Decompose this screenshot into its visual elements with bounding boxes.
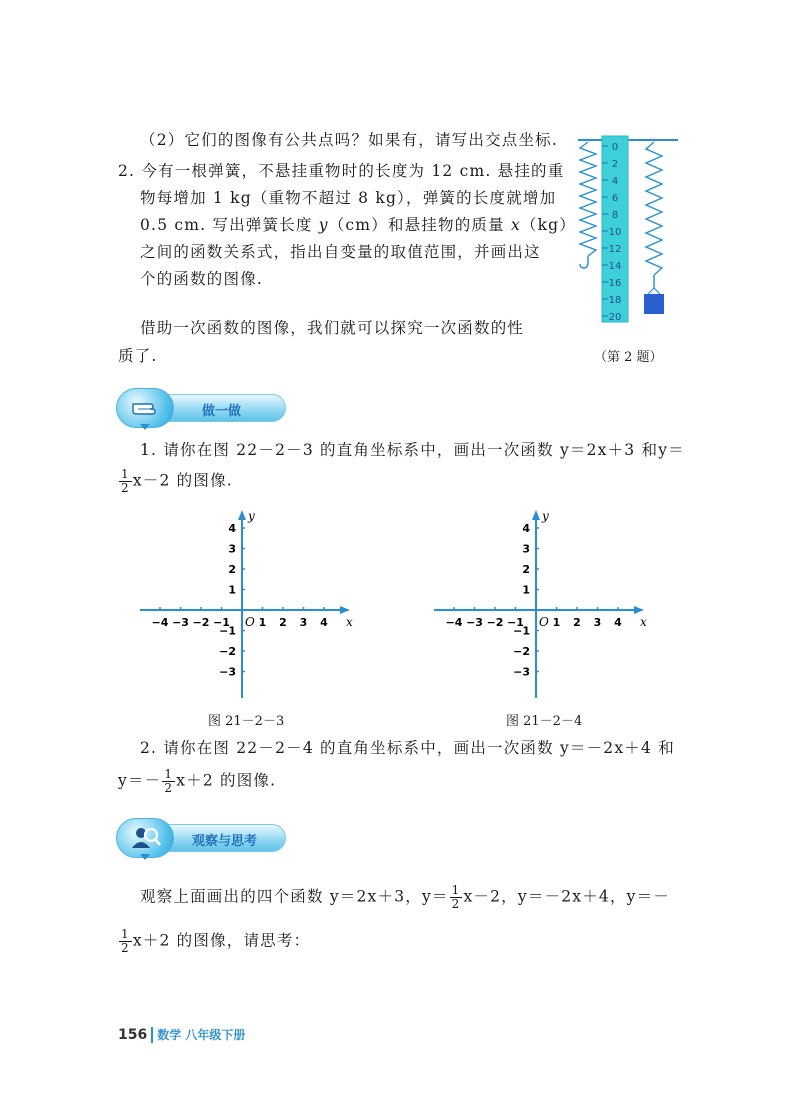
- coord-figure-left: [138, 508, 358, 708]
- x-tick-label: 4: [320, 616, 328, 629]
- x-tick-label: 2: [573, 616, 581, 629]
- observe-mid: x－2，y＝－2x＋4，y＝－: [463, 887, 671, 906]
- y-tick-label: 4: [522, 522, 530, 535]
- y-arrow-icon: [238, 510, 246, 520]
- y-tick-label: −3: [513, 665, 530, 679]
- banner-observe: [116, 818, 286, 858]
- y-tick-label: −2: [513, 645, 530, 658]
- fraction-den: 2: [121, 481, 130, 495]
- left-hook: [580, 256, 588, 268]
- intro-line-a: 借助一次函数的图像，我们就可以探究一次函数的性: [140, 319, 525, 337]
- fraction-num: 1: [451, 883, 461, 897]
- ruler-label: 10: [608, 227, 622, 238]
- x-tick-label: −1: [507, 616, 524, 629]
- y-tick-label: 2: [522, 563, 530, 576]
- q2-line-d: 之间的函数关系式，指出自变量的取值范围，并画出这: [140, 243, 541, 261]
- x-tick-label: −1: [213, 616, 230, 629]
- do-item2-tail: x＋2 的图像.: [176, 771, 277, 790]
- y-tick-label: 3: [228, 542, 236, 556]
- q2-var-y: y: [318, 216, 329, 234]
- y-tick-label: −1: [219, 624, 236, 638]
- observe-pre: 观察上面画出的四个函数 y＝2x＋3，y＝: [140, 887, 449, 906]
- fraction-den: 2: [164, 781, 174, 795]
- intro-line-b: 质了.: [118, 347, 158, 365]
- ruler-label: 14: [608, 261, 622, 272]
- banner-label: 观察与思考: [192, 834, 258, 849]
- x-tick-label: 1: [258, 616, 267, 629]
- x-arrow-icon: [340, 606, 350, 614]
- q2-line-c-mid: （cm）和悬挂物的质量: [328, 216, 511, 234]
- fraction-num: 1: [164, 767, 174, 781]
- do-item1-tail: x－2 的图像.: [132, 471, 233, 490]
- footer-divider: [151, 1027, 153, 1043]
- fraction-half: [162, 768, 175, 795]
- ruler-label: 18: [608, 295, 622, 306]
- origin-label: O: [245, 615, 255, 629]
- y-tick-label: 3: [522, 542, 530, 556]
- do-item2-pre: y＝－: [118, 771, 162, 790]
- figure-caption-right: 图 21－2－4: [506, 714, 583, 729]
- ruler-label: 4: [611, 176, 619, 187]
- fraction-half: [119, 928, 132, 955]
- observe-line-b: [118, 928, 310, 955]
- spring-caption: （第 2 题）: [594, 350, 663, 365]
- book-title: 数学 八年级下册: [157, 1028, 246, 1042]
- y-tick-label: −2: [219, 645, 236, 658]
- do-item1-line-a: 1. 请你在图 22－2－3 的直角坐标系中，画出一次函数 y＝2x＋3 和y＝: [140, 441, 685, 459]
- q2-line-a: 2. 今有一根弹簧，不悬挂重物时的长度为 12 cm. 悬挂的重: [118, 162, 565, 180]
- q2-line-b: 物每增加 1 kg（重物不超过 8 kg），弹簧的长度就增加: [140, 189, 557, 207]
- banner-label: 做一做: [202, 404, 242, 419]
- do-item2-line-a: 2. 请你在图 22－2－4 的直角坐标系中，画出一次函数 y＝－2x＋4 和: [140, 739, 675, 757]
- spring-svg: [578, 128, 678, 328]
- x-tick-label: −2: [486, 616, 504, 629]
- ruler-label: 12: [608, 244, 622, 255]
- ruler-label: 16: [608, 278, 622, 289]
- do-item1-line-b: [118, 468, 233, 495]
- x-axis-label: x: [346, 615, 353, 629]
- y-tick-label: 4: [228, 522, 236, 535]
- x-arrow-icon: [634, 606, 644, 614]
- banner-do-it: [116, 388, 286, 428]
- spring-figure: [578, 128, 678, 328]
- x-tick-label: −2: [192, 616, 210, 629]
- left-spring: [580, 142, 596, 256]
- x-tick-label: 4: [614, 616, 622, 629]
- x-tick-label: 1: [552, 616, 561, 629]
- weight-block: [644, 294, 664, 314]
- banner-arrow: [140, 854, 150, 860]
- y-axis-label: y: [542, 509, 549, 523]
- q2-line-c-post: （kg）: [520, 216, 577, 234]
- ruler-label: 20: [608, 312, 622, 323]
- banner-arrow: [140, 424, 150, 430]
- x-tick-label: 2: [279, 616, 287, 629]
- fraction-den: 2: [121, 941, 130, 955]
- q2-var-x: x: [510, 216, 521, 234]
- x-tick-label: −3: [466, 616, 483, 629]
- x-tick-label: −4: [151, 616, 169, 629]
- fraction-num: 1: [121, 467, 130, 481]
- ruler-label: 8: [611, 210, 619, 221]
- do-item2-line-b: [118, 768, 276, 795]
- ruler-label: 2: [611, 159, 619, 170]
- q2-line-c-pre: 0.5 cm. 写出弹簧长度: [140, 216, 319, 234]
- x-tick-label: 3: [299, 616, 308, 629]
- ruler-label: 6: [611, 193, 619, 204]
- x-tick-label: 3: [593, 616, 602, 629]
- coord-figure-right: [432, 508, 652, 708]
- q1-part2-text: （2）它们的图像有公共点吗？如果有，请写出交点坐标.: [140, 131, 558, 149]
- figure-caption-left: 图 21－2－3: [208, 714, 285, 729]
- x-tick-label: −4: [445, 616, 463, 629]
- q2-line-c: [140, 215, 576, 235]
- q2-line-e: 个的函数的图像.: [140, 270, 264, 288]
- page-footer: [118, 1024, 245, 1043]
- fraction-den: 2: [451, 897, 461, 911]
- fraction-num: 1: [121, 927, 130, 941]
- ruler-label: 0: [611, 142, 619, 153]
- hand-icon: [130, 396, 160, 420]
- y-tick-label: 1: [228, 583, 236, 597]
- y-tick-label: 2: [228, 563, 236, 576]
- y-tick-label: −3: [219, 665, 236, 679]
- magnifier-people-icon: [130, 824, 162, 852]
- fraction-half: [450, 884, 463, 911]
- y-tick-label: 1: [522, 583, 530, 597]
- fraction-half: [119, 468, 132, 495]
- y-axis-label: y: [248, 509, 255, 523]
- origin-label: O: [539, 615, 549, 629]
- y-arrow-icon: [532, 510, 540, 520]
- observe-tail: x＋2 的图像，请思考：: [132, 931, 311, 950]
- observe-line-a: [140, 884, 670, 911]
- page-number: 156: [118, 1027, 148, 1043]
- right-spring: [646, 142, 662, 275]
- y-tick-label: −1: [513, 624, 530, 638]
- x-tick-label: −3: [172, 616, 189, 629]
- x-axis-label: x: [640, 615, 647, 629]
